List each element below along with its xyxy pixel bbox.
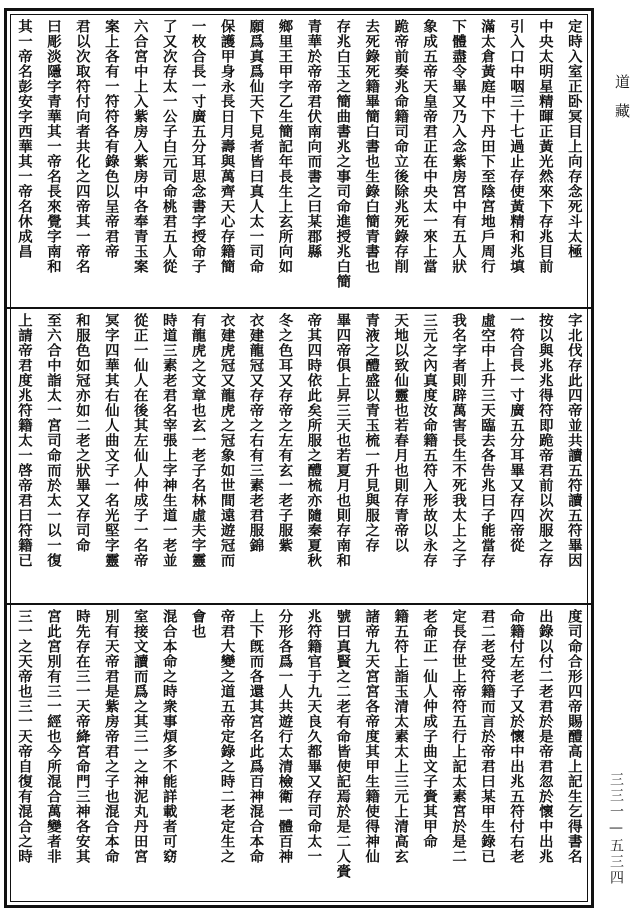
text-column: 定長存世上帝符五行上記太素宮於是二 xyxy=(450,609,468,864)
text-column: 跪帝前奏兆命籍司命立後除兆死錄存削 xyxy=(392,19,410,274)
text-column: 兆符籍官于九天良久都畢又存司命太一 xyxy=(305,609,323,864)
text-column: 鄉里王甲字乙生簡記年長生上玄所向如 xyxy=(276,19,294,274)
text-column: 度司命合形四帝賜醴高上記生乞得書名 xyxy=(565,609,583,864)
text-column: 其一帝名彭安字西華其一帝名休成昌 xyxy=(16,19,33,259)
text-column: 定時入室正卧冥目上向存念死斗太極 xyxy=(565,19,583,259)
text-column: 帝其四時依此矣所服之醴梳亦隨秦夏秋 xyxy=(305,313,323,568)
text-column: 君二老受符籍而言於帝君曰某甲生錄已 xyxy=(479,609,496,864)
text-column: 諸帝九天宮宮各帝度其甲生籍使得神仙 xyxy=(363,609,381,864)
text-column: 天地以致仙靈也若春月也則存青帝以 xyxy=(392,313,410,553)
text-column: 一枚合長一寸廣五分耳思念書字授命子 xyxy=(189,19,207,274)
text-column: 了又次存太一公子白元司命桃君五人從 xyxy=(160,19,178,274)
text-band-middle xyxy=(13,313,585,595)
text-band-lower xyxy=(13,609,585,899)
text-column: 象成五帝天皇帝君正在中央太一來上當 xyxy=(421,19,439,274)
text-column: 滿太倉黃庭中下丹田下至陰宮地戶周行 xyxy=(479,19,496,274)
text-column: 號曰真賢之二老有命皆使記焉於是二人賫 xyxy=(334,609,352,879)
text-band-upper xyxy=(13,19,585,301)
text-column: 衣建虎冠又龍虎之冠象如世間遠遊冠而 xyxy=(218,313,236,568)
text-column: 命籍付左老子又於懷中出兆五符付右老 xyxy=(507,609,525,864)
band-divider-lower xyxy=(7,603,591,605)
text-column: 室接文讀而爲之其三一之神泥丸丹田宮 xyxy=(131,609,149,864)
text-column: 三元之內真度汝命籍五符入形故以永存 xyxy=(421,313,439,568)
text-column: 引入口中咽三十七過止存使黃精和兆填 xyxy=(507,19,525,274)
text-column: 中央太明星精暉正黃光然來下存兆目前 xyxy=(536,19,554,274)
text-column: 至六合中詣太一宮司命而於太一以一復 xyxy=(44,313,62,568)
page-number: 三三一—五三四 xyxy=(608,772,624,886)
text-column: 下體盡令畢又乃入念紫房宮中有五人狀 xyxy=(450,19,468,274)
text-column: 有龍虎之文章也玄一老子名林虛夫字靈 xyxy=(189,313,207,568)
band-divider-upper xyxy=(7,307,591,309)
text-column: 時先存在三一天帝絳宮命門三神各安其 xyxy=(73,609,91,864)
text-column: 老命正一仙人仲成子曲文子賫其甲命 xyxy=(421,609,439,849)
text-column: 出錄以付二老君於是帝君忽於懷中出兆 xyxy=(536,609,554,864)
text-column: 青液之醴盛以青玉梳一升見與服之存 xyxy=(363,313,381,553)
text-column: 我名字者則辟萬害長生不死我太上之子 xyxy=(450,313,468,568)
text-column: 冬之色耳又存帝之左有玄一老子服紫 xyxy=(276,313,294,553)
text-column: 上請帝君度兆符籍太一啓帝君曰符籍已 xyxy=(16,313,33,568)
page-frame xyxy=(4,8,594,908)
text-column: 和服色如冠亦如二老之狀畢又存司命 xyxy=(73,313,91,553)
text-column: 曰彫淡隱字青華其一帝名長來覺字南和 xyxy=(44,19,62,274)
text-column: 虛空中上升三天臨去各告兆曰子能當存 xyxy=(479,313,496,568)
text-column: 帝君大變之道五帝定錄之時二老定生之 xyxy=(218,609,236,864)
text-column: 存兆白玉之簡曲書兆之事司命進授兆白簡 xyxy=(334,19,352,289)
text-column: 三一之天帝也三一天帝自復有混合之時 xyxy=(16,609,33,864)
text-column: 保護甲身永長日月壽與萬齊天心存籍簡 xyxy=(218,19,236,274)
text-column: 按以與兆兆得符即跪帝君前以次服之存 xyxy=(536,313,554,568)
text-column: 籍五符上詣玉清太素太上三元上清高玄 xyxy=(392,609,410,864)
text-column: 從正一仙人在後其左仙人仲成子一名帝 xyxy=(131,313,149,568)
text-column: 會也 xyxy=(189,609,207,639)
text-column: 願爲真爲仙天下見者皆曰真人太一司命 xyxy=(247,19,265,274)
text-column: 分形各爲一人共遊行太清檢衛一體百神 xyxy=(276,609,294,864)
text-column: 混合本命之時衆事煩多不能詳載者可窈 xyxy=(160,609,178,864)
text-column: 六合宮中上入紫房入紫房中各奉青玉案 xyxy=(131,19,149,274)
text-column: 君以次取符付向者共化之四帝其一帝名 xyxy=(73,19,91,274)
text-column: 案上各有一符符各有錄色以呈帝君帝 xyxy=(102,19,120,259)
text-column: 宮此宮別有三一經也今所混合萬變者非 xyxy=(44,609,62,864)
text-column: 字北伐存此四帝並共讀五符讀五符畢因 xyxy=(565,313,583,568)
text-column: 別有天帝君是紫房帝君之子也混合本命 xyxy=(102,609,120,864)
text-column: 青華於帝帝君伏南向而書之曰某郡縣 xyxy=(305,19,323,259)
text-column: 畢四帝俱上昇三天也若夏月也則存南和 xyxy=(334,313,352,568)
text-column: 上下旣而各還其宮名此爲百神混合本命 xyxy=(247,609,265,864)
canon-title: 道藏 xyxy=(613,74,631,132)
text-column: 冥字四華其右仙人曲文子一名光堅字靈 xyxy=(102,313,120,568)
text-column: 衣建龍冠又存帝之右有三素老君服錦 xyxy=(247,313,265,553)
text-column: 時道三素老君名宰張上字神生道一老並 xyxy=(160,313,178,568)
text-column: 去死錄死籍畢簡白書也生錄白簡青書也 xyxy=(363,19,381,274)
text-column: 一符合長一寸廣五分耳畢又存四帝從 xyxy=(507,313,525,553)
